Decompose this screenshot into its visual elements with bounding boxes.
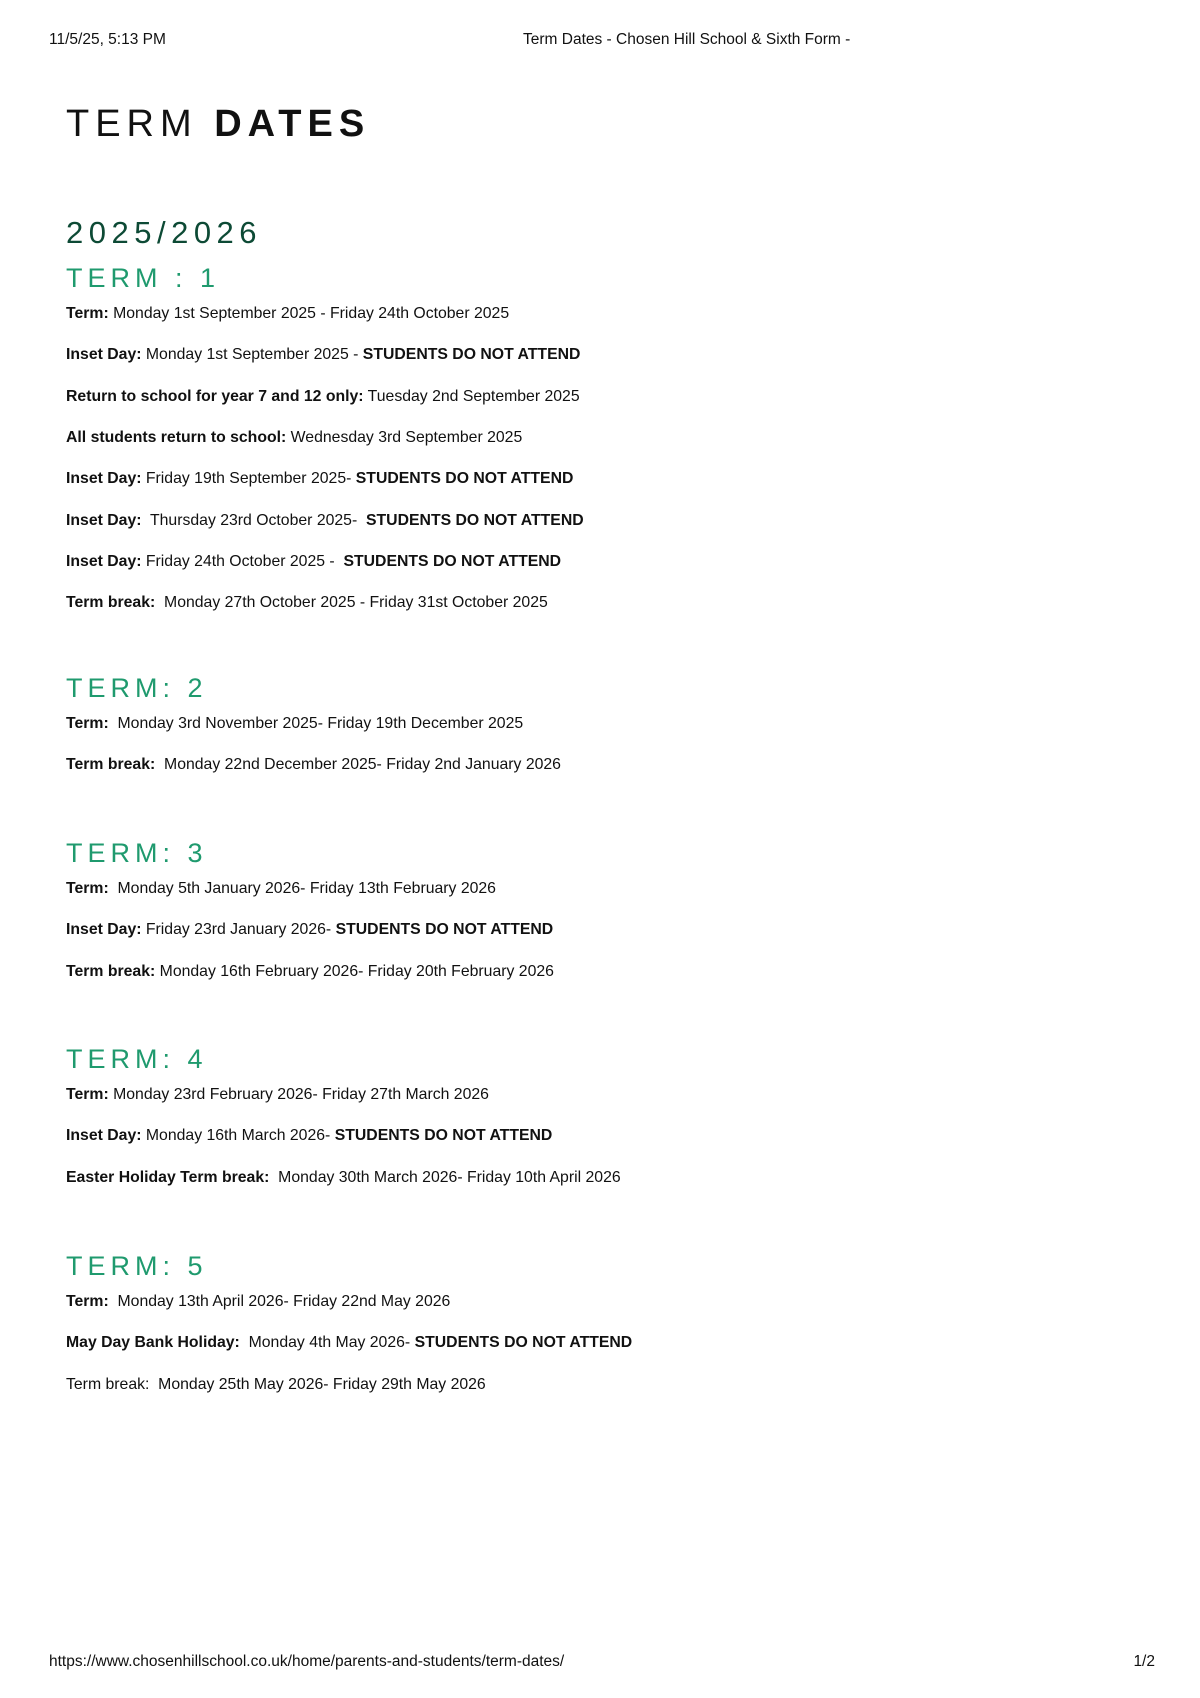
date-line-text: Monday 22nd December 2025- Friday 2nd January 2026 — [155, 756, 561, 774]
date-line-label: Term: — [66, 880, 109, 897]
date-line-text: Monday 1st September 2025 - — [141, 346, 363, 364]
date-line-text: Monday 16th March 2026- — [141, 1127, 335, 1145]
date-line-text: Monday 30th March 2026- Friday 10th April 2026 — [269, 1168, 621, 1186]
date-line-text: Monday 3rd November 2025- Friday 19th December 2025 — [108, 715, 524, 732]
term-date-line — [66, 714, 523, 734]
term-date-line — [66, 469, 573, 489]
term-date-line — [66, 345, 580, 365]
term-date-line — [66, 428, 522, 448]
page-title-bold: DATES — [214, 103, 371, 145]
date-line-text: Monday 27th October 2025 - Friday 31st October 2025 — [155, 594, 548, 612]
page-title-light: TERM — [66, 103, 198, 145]
date-line-text: Tuesday 2nd September 2025 — [363, 387, 580, 405]
date-line-label: Term break: — [66, 962, 156, 980]
term-date-line — [66, 755, 561, 775]
date-line-label: Term break: — [66, 756, 156, 774]
term-date-line — [66, 1085, 489, 1105]
print-footer — [0, 1653, 1200, 1675]
date-line-text: Friday 23rd January 2026- — [141, 921, 336, 939]
date-line-text: Monday 16th February 2026- Friday 20th February 2026 — [155, 962, 554, 980]
date-line-text: Friday 19th September 2025- — [141, 470, 356, 488]
term-date-line — [66, 879, 496, 899]
date-line-label: Return to school for year 7 and 12 only: — [66, 387, 364, 405]
attendance-notice: STUDENTS DO NOT ATTEND — [343, 552, 562, 570]
page-title — [66, 103, 370, 146]
term-heading: TERM: 5 — [66, 1251, 208, 1281]
date-line-text: Monday 4th May 2026- — [239, 1334, 415, 1352]
term-date-line — [66, 593, 548, 613]
term-date-line — [66, 920, 553, 940]
term-date-line — [66, 1292, 450, 1312]
date-line-text: Monday 23rd February 2026- Friday 27th March 2026 — [108, 1086, 489, 1103]
date-line-label: Term: — [66, 715, 109, 732]
term-date-line — [66, 1168, 621, 1188]
attendance-notice: STUDENTS DO NOT ATTEND — [366, 511, 584, 529]
print-date: 11/5/25, 5:13 PM — [49, 31, 166, 48]
term-date-line — [66, 1333, 632, 1353]
term-heading: TERM : 1 — [66, 263, 221, 293]
date-line-label: Inset Day: — [66, 470, 142, 488]
date-line-text: Wednesday 3rd September 2025 — [286, 428, 523, 446]
date-line-label: Inset Day: — [66, 1127, 142, 1145]
date-line-label: Inset Day: — [66, 552, 142, 570]
date-line-text: Monday 13th April 2026- Friday 22nd May 2026 — [108, 1293, 451, 1310]
attendance-notice: STUDENTS DO NOT ATTEND — [335, 921, 554, 939]
attendance-notice: STUDENTS DO NOT ATTEND — [334, 1127, 553, 1145]
date-line-text: Monday 5th January 2026- Friday 13th February 2026 — [108, 880, 496, 897]
term-date-line — [66, 962, 554, 982]
term-heading: TERM: 4 — [66, 1044, 208, 1074]
date-line-label: Easter Holiday Term break: — [66, 1168, 270, 1186]
date-line-label: Term: — [66, 1293, 109, 1310]
date-line-text: Thursday 23rd October 2025- — [141, 511, 366, 529]
date-line-label: May Day Bank Holiday: — [66, 1334, 240, 1352]
print-page-title: Term Dates - Chosen Hill School & Sixth Form - — [523, 31, 851, 48]
page-url: https://www.chosenhillschool.co.uk/home/parents-and-students/term-dates/ — [49, 1653, 565, 1670]
term-date-line — [66, 511, 584, 531]
attendance-notice: STUDENTS DO NOT ATTEND — [414, 1334, 633, 1352]
term-heading: TERM: 3 — [66, 838, 208, 868]
date-line-label: Term: — [66, 1086, 109, 1103]
term-date-line — [66, 387, 580, 407]
term-date-line — [66, 1126, 552, 1146]
date-line-label: Term break: — [66, 594, 156, 612]
date-line-text: Term break: Monday 25th May 2026- Friday 29th May 2026 — [66, 1375, 486, 1393]
attendance-notice: STUDENTS DO NOT ATTEND — [355, 470, 574, 488]
date-line-label: Term: — [66, 305, 109, 322]
date-line-label: Inset Day: — [66, 921, 142, 939]
date-line-text: Monday 1st September 2025 - Friday 24th October 2025 — [108, 305, 510, 322]
term-heading: TERM: 2 — [66, 673, 208, 703]
date-line-label: Inset Day: — [66, 511, 142, 529]
term-date-line — [66, 1375, 486, 1395]
date-line-text: Friday 24th October 2025 - — [141, 552, 344, 570]
academic-year-heading: 2025/2026 — [66, 215, 263, 250]
date-line-label: All students return to school: — [66, 428, 287, 446]
page-number: 1/2 — [1133, 1653, 1155, 1670]
term-date-line — [66, 552, 561, 572]
date-line-label: Inset Day: — [66, 346, 142, 364]
print-header — [0, 31, 1200, 53]
term-date-line — [66, 304, 509, 324]
attendance-notice: STUDENTS DO NOT ATTEND — [362, 346, 581, 364]
